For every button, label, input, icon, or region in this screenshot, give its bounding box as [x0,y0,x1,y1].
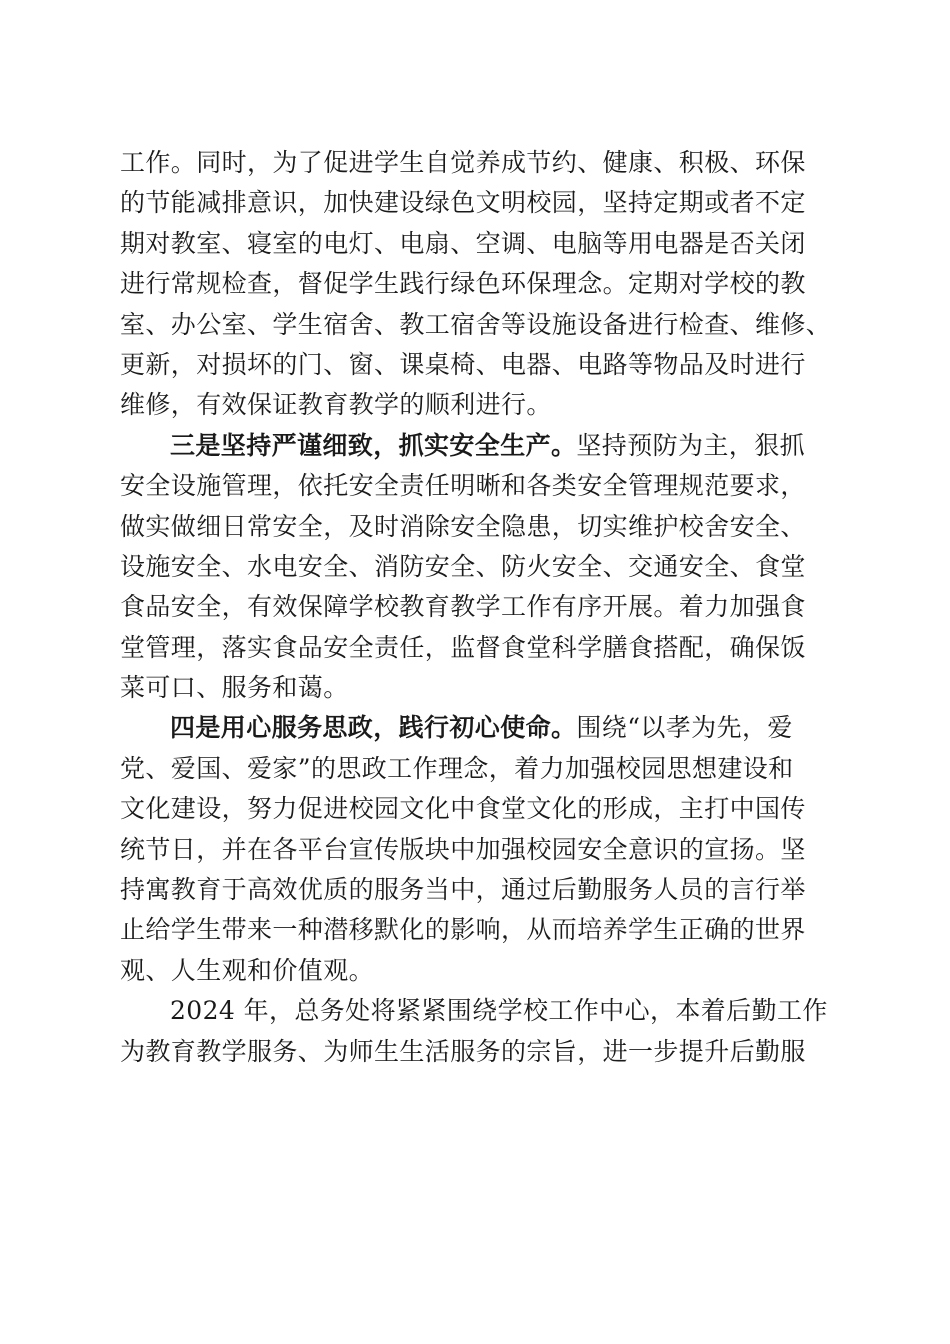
text-line: 2024 年，总务处将紧紧围绕学校工作中心，本着后勤工作 [170,996,828,1026]
paragraph-4 [120,991,832,1072]
text-line: 进行常规检查，督促学生践行绿色环保理念。定期对学校的教 [120,269,806,299]
text-line: 党、爱国、爱家”的思政工作理念，着力加强校园思想建设和 [120,753,794,783]
text-line: 统节日，并在各平台宣传版块中加强校园安全意识的宣扬。坚 [120,834,806,864]
text-line: 文化建设，努力促进校园文化中食堂文化的形成，主打中国传 [120,794,806,824]
text-line: 观、人生观和价值观。 [120,955,375,985]
text-line: 设施安全、水电安全、消防安全、防火安全、交通安全、食堂 [120,551,806,581]
text-line: 的节能减排意识，加快建设绿色文明校园，坚持定期或者不定 [120,188,806,218]
paragraph-3 [120,708,832,991]
text-line: 室、办公室、学生宿舍、教工宿舍等设施设备进行检查、维修、 [120,309,832,339]
paragraph-heading: 四是用心服务思政，践行初心使命。 [170,713,577,743]
text-line: 止给学生带来一种潜移默化的影响，从而培养学生正确的世界 [120,915,806,945]
text-line [120,426,832,466]
paragraph-2 [120,426,832,709]
text-line: 做实做细日常安全，及时消除安全隐患，切实维护校舍安全、 [120,511,806,541]
text-line: 食品安全，有效保障学校教育教学工作有序开展。着力加强食 [120,592,806,622]
paragraph-heading: 三是坚持严谨细致，抓实安全生产。 [170,430,577,460]
paragraph-1 [120,143,832,426]
text-line: 菜可口、服务和蔼。 [120,673,349,703]
text-line: 持寓教育于高效优质的服务当中，通过后勤服务人员的言行举 [120,875,806,905]
document-body [120,143,832,1072]
text-line [120,708,832,748]
text-line: 为教育教学服务、为师生生活服务的宗旨，进一步提升后勤服 [120,1036,806,1066]
text-line: 更新，对损坏的门、窗、课桌椅、电器、电路等物品及时进行 [120,349,806,379]
text-line: 维修，有效保证教育教学的顺利进行。 [120,390,552,420]
text-line: 工作。同时，为了促进学生自觉养成节约、健康、积极、环保 [120,148,806,177]
text-line: 期对教室、寝室的电灯、电扇、空调、电脑等用电器是否关闭 [120,228,806,258]
text-line: 安全设施管理，依托安全责任明晰和各类安全管理规范要求， [120,471,806,501]
paragraph-text: 坚持预防为主，狠抓 [576,430,806,460]
text-line: 堂管理，落实食品安全责任，监督食堂科学膳食搭配，确保饭 [120,632,806,662]
paragraph-text: 围绕“以孝为先，爱 [576,713,793,743]
